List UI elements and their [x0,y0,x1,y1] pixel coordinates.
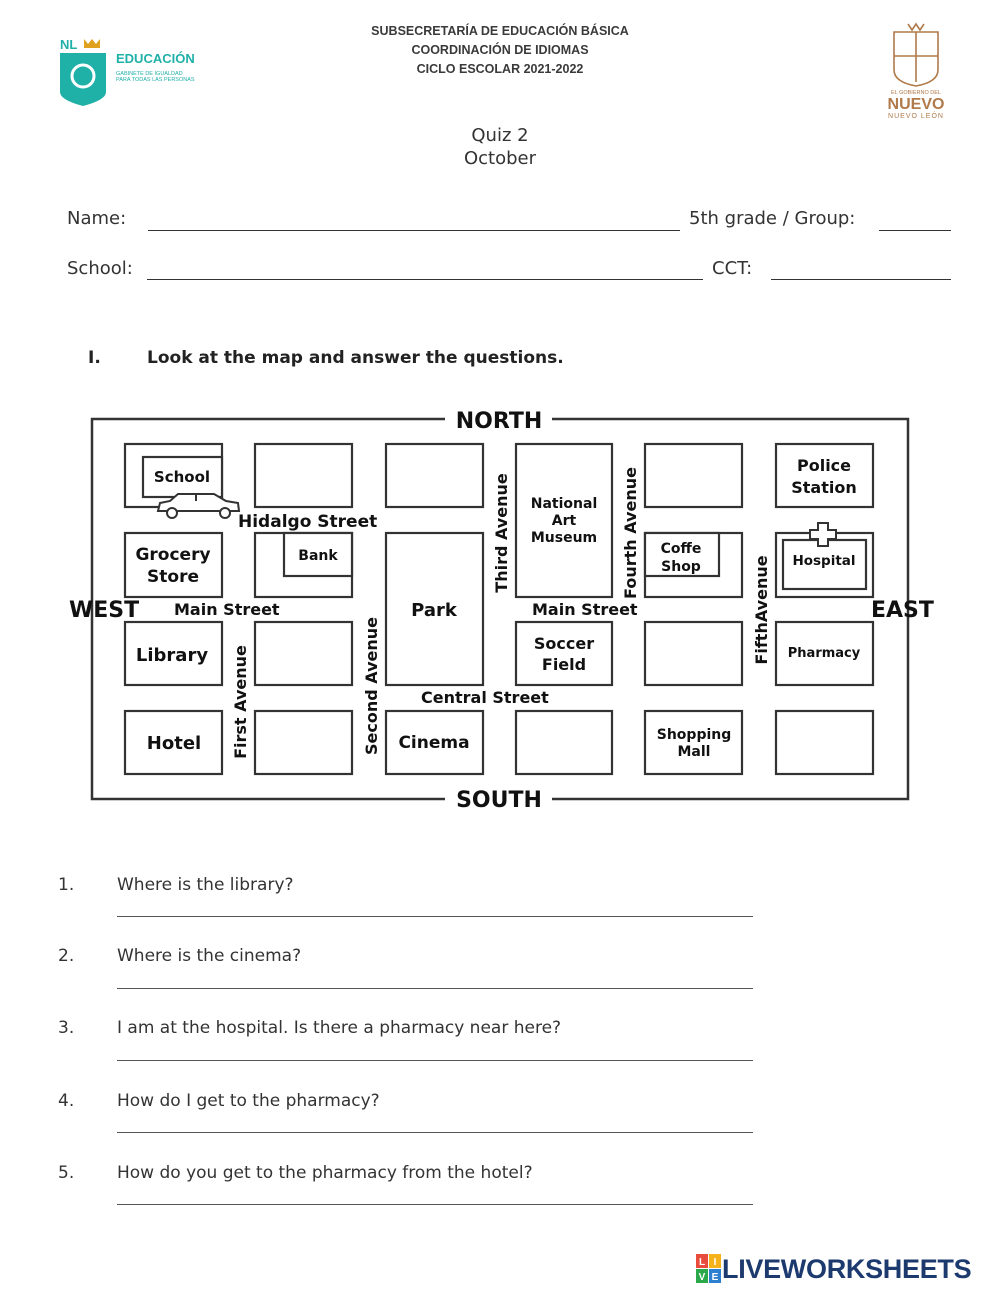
question-2-number: 2. [58,946,75,966]
logo-title: EDUCACIÓN [116,51,195,66]
name-label: Name: [67,208,127,229]
place-pharmacy: Pharmacy [787,646,861,661]
header-line-2: COORDINACIÓN DE IDIOMAS [411,43,589,57]
compass-east: EAST [871,598,934,623]
block-soccer-field [516,622,612,685]
question-4-text: How do I get to the pharmacy? [117,1091,380,1111]
place-museum-3: Museum [530,530,598,546]
gov-logo-small: EL GOBIERNO DEL [891,90,941,96]
instruction-text: Look at the map and answer the questions. [147,348,564,368]
question-3-number: 3. [58,1018,75,1038]
question-2-answer[interactable] [117,988,753,989]
header-line-3: CICLO ESCOLAR 2021-2022 [416,62,584,76]
block-letter-2: I [713,1257,717,1268]
question-5-answer[interactable] [117,1204,753,1205]
block-letter-1: L [698,1257,706,1268]
place-mall-2: Mall [677,744,711,760]
question-1-number: 1. [58,875,75,895]
gov-logo-under: NUEVO LEÓN [888,113,944,120]
question-4-number: 4. [58,1091,75,1111]
place-coffee-2: Shop [661,559,701,575]
place-soccer-2: Field [541,655,587,674]
street-fifth-avenue: FifthAvenue [752,555,771,665]
liveworksheets-logo [696,1252,971,1286]
street-central: Central Street [421,688,549,707]
place-coffee-1: Coffe [660,541,702,557]
question-3-answer[interactable] [117,1060,753,1061]
place-hotel: Hotel [146,733,202,754]
block-r1c2 [255,444,352,507]
street-main-west: Main Street [174,600,280,619]
question-4-answer[interactable] [117,1132,753,1133]
street-third-avenue: Third Avenue [492,473,511,593]
school-label: School: [67,258,133,279]
place-soccer-1: Soccer [533,634,595,653]
quiz-month: October [463,148,537,169]
question-5-number: 5. [58,1163,75,1183]
place-school: School [153,468,211,486]
logo-nl-text: NL [60,37,78,52]
block-letter-4: E [711,1272,719,1283]
compass-west: WEST [69,598,140,623]
place-park: Park [411,600,457,621]
place-police-1: Police [796,456,852,475]
question-1-text: Where is the library? [117,875,294,895]
grade-group-label: 5th grade / Group: [689,208,856,229]
instruction-number: I. [88,348,101,368]
compass-south: SOUTH [456,788,542,813]
place-library: Library [135,645,209,666]
block-r4c7 [776,711,873,774]
block-grocery-store [125,533,222,597]
compass-north: NORTH [455,409,543,434]
street-fourth-avenue: Fourth Avenue [621,467,640,599]
quiz-title: Quiz 2 [471,125,529,146]
place-hospital: Hospital [792,553,856,569]
street-hidalgo: Hidalgo Street [238,512,378,532]
place-grocery-1: Grocery [135,545,211,565]
place-museum-1: National [530,496,598,512]
question-1-answer[interactable] [117,916,753,917]
place-grocery-2: Store [147,567,199,587]
logo-sub1: GABINETE DE IGUALDAD [116,71,183,77]
liveworksheets-brand: LIVEWORKSHEETS [722,1253,972,1284]
block-r4c5 [516,711,612,774]
street-first-avenue: First Avenue [231,645,250,759]
block-r1c6 [645,444,742,507]
place-mall-1: Shopping [656,727,732,743]
cct-label: CCT: [712,258,753,279]
gov-logo-big: NUEVO [887,96,945,113]
liveworksheets-block-icon [696,1254,722,1284]
street-main-east: Main Street [532,600,638,619]
block-r3c2 [255,622,352,685]
place-museum-2: Art [551,513,577,529]
block-letter-3: V [698,1272,706,1283]
block-police-station [776,444,873,507]
block-r3c6 [645,622,742,685]
place-cinema: Cinema [398,733,470,753]
question-2-text: Where is the cinema? [117,946,302,966]
street-second-avenue: Second Avenue [362,617,381,755]
block-r1c3 [386,444,483,507]
place-police-2: Station [791,478,857,497]
place-bank: Bank [298,548,338,564]
logo-sub2: PARA TODAS LAS PERSONAS [116,77,195,83]
block-r4c2 [255,711,352,774]
question-5-text: How do you get to the pharmacy from the hotel? [117,1163,533,1183]
header-line-1: SUBSECRETARÍA DE EDUCACIÓN BÁSICA [371,24,629,38]
question-3-text: I am at the hospital. Is there a pharmacy near here? [117,1018,562,1038]
